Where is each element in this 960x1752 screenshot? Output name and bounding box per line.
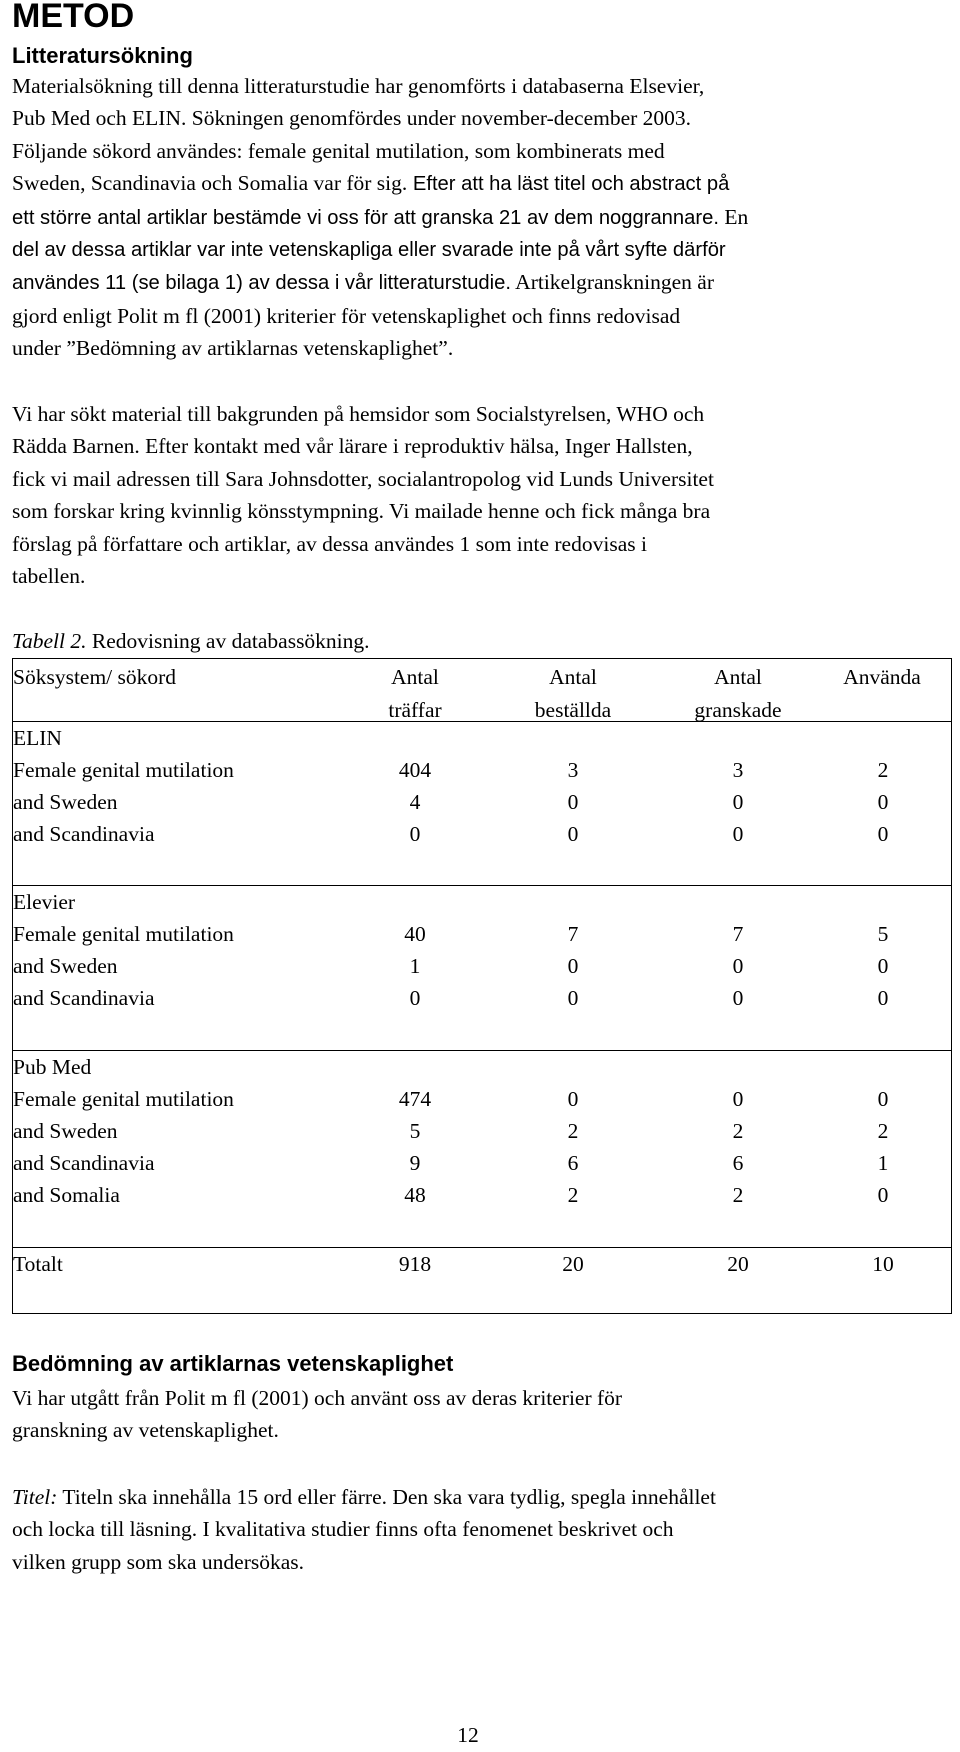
table-cell-traffar: 9 bbox=[409, 1151, 421, 1175]
table-cell-anvanda: 2 bbox=[877, 1119, 889, 1143]
table-cell-granskade: 3 bbox=[732, 758, 744, 782]
text-line: Följande sökord användes: female genital mutilation, som kombinerats med bbox=[12, 138, 665, 163]
table-divider bbox=[13, 1247, 951, 1248]
table-cell-granskade: 0 bbox=[732, 986, 744, 1010]
table-caption-text: Redovisning av databassökning. bbox=[86, 629, 370, 653]
header-line: Antal bbox=[714, 665, 762, 689]
page-heading: METOD bbox=[12, 0, 135, 35]
column-header-traffar bbox=[345, 661, 485, 727]
text-line: Pub Med och ELIN. Sökningen genomfördes under november-december 2003. bbox=[12, 106, 692, 131]
text-line: Vi har utgått från Polit m fl (2001) och använt oss av deras kriterier för bbox=[12, 1386, 623, 1410]
paragraph-method bbox=[12, 70, 932, 365]
table-row-term: and Somalia bbox=[13, 1183, 120, 1207]
table-cell-bestallda: 0 bbox=[567, 954, 579, 978]
table-cell-traffar: 0 bbox=[409, 822, 421, 846]
table-divider bbox=[13, 1050, 951, 1051]
section-title-litteratursokning: Litteratursökning bbox=[12, 43, 193, 68]
table-cell-traffar: 474 bbox=[398, 1087, 432, 1111]
text-line: granskning av vetenskaplighet. bbox=[12, 1418, 279, 1443]
text-line: Rädda Barnen. Efter kontakt med vår lärare i reproduktiv hälsa, Inger Hallsten, bbox=[12, 434, 693, 459]
table-divider bbox=[13, 721, 951, 722]
table-caption-label: Tabell 2. bbox=[12, 629, 87, 653]
table-cell-granskade: 0 bbox=[732, 954, 744, 978]
table-cell-granskade: 0 bbox=[732, 1087, 744, 1111]
table-cell-anvanda: 0 bbox=[877, 790, 889, 814]
table-cell-anvanda: 0 bbox=[877, 1087, 889, 1111]
column-header-anvanda: Använda bbox=[843, 665, 921, 689]
text-segment: ett större antal artiklar bestämde vi oss för att granska 21 av dem noggrannare. bbox=[12, 206, 719, 229]
paragraph-titel bbox=[12, 1481, 932, 1578]
table-cell-traffar: 1 bbox=[409, 954, 421, 978]
table-row-term: and Sweden bbox=[13, 1119, 118, 1143]
header-line: Antal bbox=[549, 665, 597, 689]
table-cell-granskade: 0 bbox=[732, 790, 744, 814]
table-row-term: Female genital mutilation bbox=[13, 1087, 234, 1111]
table-cell-granskade: 6 bbox=[732, 1151, 744, 1175]
table-cell-bestallda: 7 bbox=[567, 922, 579, 946]
text-segment: Artikelgranskningen är bbox=[510, 270, 714, 295]
text-line: Vi har sökt material till bakgrunden på hemsidor som Socialstyrelsen, WHO och bbox=[12, 402, 705, 426]
table-row-term: and Scandinavia bbox=[13, 986, 155, 1010]
text-line: fick vi mail adressen till Sara Johnsdotter, socialantropolog vid Lunds Universitet bbox=[12, 466, 714, 491]
table-cell-bestallda: 2 bbox=[567, 1183, 579, 1207]
section-title-bedomning: Bedömning av artiklarnas vetenskaplighet bbox=[12, 1351, 454, 1376]
table-cell-bestallda: 0 bbox=[567, 790, 579, 814]
table-cell-traffar: 48 bbox=[404, 1183, 426, 1207]
table-cell-anvanda: 0 bbox=[877, 822, 889, 846]
table-cell-bestallda: 6 bbox=[567, 1151, 579, 1175]
text-line: förslag på författare och artiklar, av dessa användes 1 som inte redovisas i bbox=[12, 531, 647, 556]
table-row-term: and Scandinavia bbox=[13, 1151, 155, 1175]
paragraph-background-sources bbox=[12, 398, 932, 592]
table-cell-anvanda: 5 bbox=[877, 922, 889, 946]
total-label: Totalt bbox=[13, 1252, 63, 1276]
header-line: Antal bbox=[391, 665, 439, 689]
text-segment: användes 11 (se bilaga 1) av dessa i vår litteraturstudie. bbox=[12, 272, 511, 295]
group-label-pubmed: Pub Med bbox=[13, 1055, 92, 1079]
group-label-elevier: Elevier bbox=[13, 890, 76, 914]
table-cell-granskade: 7 bbox=[732, 922, 744, 946]
text-line bbox=[12, 167, 932, 200]
table-cell-traffar: 40 bbox=[404, 922, 426, 946]
total-anvanda: 10 bbox=[872, 1252, 894, 1276]
total-traffar: 918 bbox=[398, 1252, 432, 1276]
table-divider bbox=[13, 885, 951, 886]
column-header-bestallda bbox=[503, 661, 643, 727]
table-row-term: and Sweden bbox=[13, 954, 118, 978]
paragraph-polit-criteria bbox=[12, 1382, 932, 1447]
table-row-term: and Scandinavia bbox=[13, 822, 155, 846]
column-header-granskade bbox=[663, 661, 813, 727]
table-cell-granskade: 2 bbox=[732, 1183, 744, 1207]
table-cell-anvanda: 0 bbox=[877, 1183, 889, 1207]
table-cell-granskade: 2 bbox=[732, 1119, 744, 1143]
table-cell-bestallda: 3 bbox=[567, 758, 579, 782]
text-line: del av dessa artiklar var inte vetenskapliga eller svarade inte på vårt syfte därför bbox=[12, 239, 726, 262]
text-line: och locka till läsning. I kvalitativa studier finns ofta fenomenet beskrivet och bbox=[12, 1517, 674, 1542]
header-line: träffar bbox=[388, 698, 442, 722]
text-segment: Titeln ska innehålla 15 ord eller färre. Den ska vara tydlig, spegla innehållet bbox=[57, 1485, 716, 1509]
text-line: under ”Bedömning av artiklarnas vetenskaplighet”. bbox=[12, 336, 454, 361]
table-cell-bestallda: 0 bbox=[567, 822, 579, 846]
text-segment: En bbox=[718, 204, 749, 229]
total-granskade: 20 bbox=[727, 1252, 749, 1276]
header-line: granskade bbox=[694, 698, 782, 722]
table-row-term: Female genital mutilation bbox=[13, 922, 234, 946]
table-cell-traffar: 5 bbox=[409, 1119, 421, 1143]
text-line: gjord enligt Polit m fl (2001) kriterier för vetenskaplighet och finns redovisad bbox=[12, 303, 681, 328]
text-line bbox=[12, 266, 932, 299]
total-bestallda: 20 bbox=[562, 1252, 584, 1276]
table-cell-bestallda: 0 bbox=[567, 1087, 579, 1111]
table-cell-anvanda: 0 bbox=[877, 954, 889, 978]
table-cell-anvanda: 1 bbox=[877, 1151, 889, 1175]
table-caption bbox=[12, 627, 370, 655]
column-header-soksystem: Söksystem/ sökord bbox=[13, 665, 177, 689]
table-cell-bestallda: 2 bbox=[567, 1119, 579, 1143]
titel-label: Titel: bbox=[12, 1485, 58, 1509]
table-cell-traffar: 4 bbox=[409, 790, 421, 814]
text-segment: Sweden, Scandinavia och Somalia var för sig. bbox=[12, 171, 408, 196]
text-line: Materialsökning till denna litteraturstudie har genomförts i databaserna Elsevier, bbox=[12, 74, 705, 98]
table-cell-traffar: 0 bbox=[409, 986, 421, 1010]
table-cell-granskade: 0 bbox=[732, 822, 744, 846]
text-line bbox=[12, 201, 932, 234]
text-line: vilken grupp som ska undersökas. bbox=[12, 1549, 305, 1574]
text-line bbox=[12, 1481, 932, 1513]
text-line: tabellen. bbox=[12, 564, 86, 589]
table-cell-bestallda: 0 bbox=[567, 986, 579, 1010]
table-row-term: and Sweden bbox=[13, 790, 118, 814]
page-number: 12 bbox=[457, 1723, 479, 1747]
table-cell-anvanda: 0 bbox=[877, 986, 889, 1010]
table-cell-traffar: 404 bbox=[398, 758, 432, 782]
search-results-table bbox=[12, 658, 952, 1314]
group-label-elin: ELIN bbox=[13, 726, 62, 750]
table-cell-anvanda: 2 bbox=[877, 758, 889, 782]
table-row-term: Female genital mutilation bbox=[13, 758, 234, 782]
header-line: beställda bbox=[534, 698, 612, 722]
text-segment: Efter att ha läst titel och abstract på bbox=[407, 173, 730, 196]
text-line: som forskar kring kvinnlig könsstympning. Vi mailade henne och fick många bra bbox=[12, 499, 711, 524]
